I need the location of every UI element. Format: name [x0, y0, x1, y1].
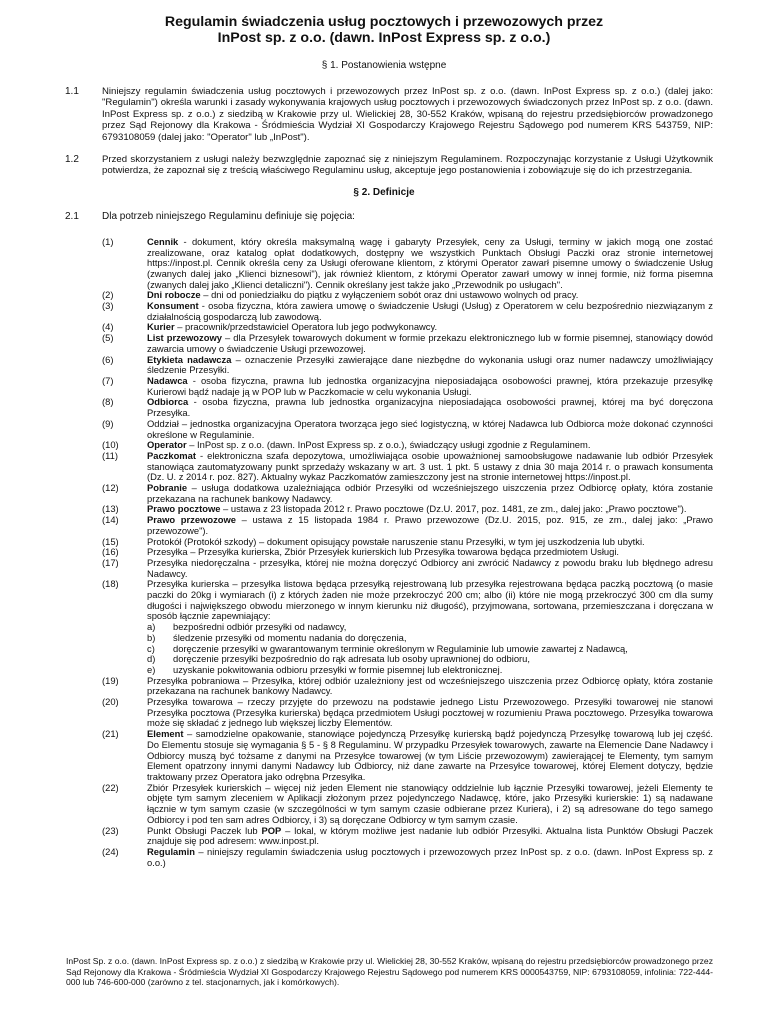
definition-number: (14)	[102, 514, 119, 526]
definition-item	[102, 556, 713, 579]
definitions-list	[102, 235, 713, 868]
title-line-2: InPost sp. z o.o. (dawn. InPost Express sp. z o.o.)	[217, 30, 551, 46]
definition-text: Przesyłka – Przesyłka kurierska, Zbiór Przesyłek kurierskich lub Przesyłka towarowa będąca przedmiotem Usługi.	[147, 546, 620, 558]
definition-term: List przewozowy	[147, 332, 222, 344]
definition-term: Odbiorca	[147, 396, 189, 408]
definition-term: POP	[261, 824, 282, 836]
document-title	[60, 14, 708, 46]
title-line-1: Regulamin świadczenia usług pocztowych i przewozowych przez	[164, 14, 604, 30]
definition-text: Przesyłka towarowa – rzeczy przyjęte do przewozu na podstawie jednego Listu Przewozowego. Przesyłki towarowej nie stanowi Przesyłka pocztowa (Przesyłka kurierska) będąca przedmiotem Usługi pocztowej w rozumieniu Prawa pocztowego. Przesyłka towarowa może się składać z jednego lub większej liczby Elementów.	[147, 696, 713, 729]
definition-number: (15)	[102, 535, 119, 547]
definition-number: (11)	[102, 449, 118, 461]
definition-text: Zbiór Przesyłek kurierskich – więcej niż jeden Element nie stanowiący oddzielnie lub łącznie Przesyłki towarowej, jeżeli Elementy te objęte tym samym zleceniem w Aplikacji złożonym przez pojedynczego Nadawcę, które, jako Przesyłki kurierskie: 1) są nadawane łącznie w tym samym czasie (w szczególności w tym samym czasie odbierane przez Kuriera), i 2) są adresowane do tego samego Odbiorcy i pod ten sam adres Odbiorcy, i 3) są doręczane Odbiorcy w tym samym czasie.	[147, 781, 713, 825]
subitem-text: doręczenie przesyłki w gwarantowanym terminie określonym w Regulaminie lub umowie zawartej z Nadawcą,	[173, 642, 628, 654]
definition-number: (6)	[102, 353, 114, 365]
page-footer: InPost Sp. z o.o. (dawn. InPost Express sp. z o.o.) z siedzibą w Krakowie przy ul. Wielickiej 28, 30-552 Kraków, wpisaną do rejestru przedsiębiorców prowadzonego przez Sąd Rejonowy dla Krakowa - Śródmieścia Wydział XI Gospodarczy Krajowego Rejestru Sądowego pod numerem KRS 0000543759, NIP: 6793108059, infolinia: 722-444-000 lub 746-600-000 (zarówno z tel. stacjonarnych, jak i komórkowych).	[66, 956, 713, 988]
definition-number: (9)	[102, 417, 114, 429]
definition-text: – lokal, w którym możliwe jest nadanie lub odbiór Przesyłki. Aktualna lista Punktów Obsługi Paczek znajduje się pod adresem: www.inpost.pl.	[147, 824, 713, 847]
definition-item	[102, 353, 713, 376]
definition-term: Operator	[147, 439, 187, 451]
definition-text: Przesyłka pobraniowa – Przesyłka, której odbiór uzależniony jest od wcześniejszego uiszczenia przez Odbiorcę opłaty, która zostanie przekazana na rachunek bankowy Nadawcy.	[147, 674, 713, 697]
definition-item	[102, 578, 713, 622]
paragraph-text: Dla potrzeb niniejszego Regulaminu definiuje się pojęcia:	[102, 210, 355, 222]
definition-item	[102, 374, 713, 397]
subitem-text: uzyskanie pokwitowania odbioru przesyłki w formie pisemnej lub elektronicznej.	[173, 663, 503, 675]
definition-text: Przesyłka kurierska – przesyłka listowa będąca przesyłką rejestrowaną lub przesyłka rejestrowana będąca paczką pocztową (o masie paczki do 20kg i wymiarach (i) z których żaden nie może przekroczyć 200 cm; albo (ii) które nie mogą przekroczyć 300 cm dla sumy długości i największego obwodu mierzonego w innym kierunku niż długość), przyjmowana, sortowana, przemieszczana i doręczana w sposób łącznie zapewniający:	[147, 578, 713, 622]
definition-number: (4)	[102, 321, 114, 333]
definition-item	[102, 396, 713, 419]
definition-text: - osoba fizyczna, prawna lub jednostka organizacyjna nieposiadająca osobowości prawnej, której ma być doręczona Przesyłka.	[147, 396, 713, 419]
paragraph-number: 1.2	[65, 154, 79, 166]
section-2-heading: § 2. Definicje	[353, 186, 415, 198]
subitem-text: śledzenie przesyłki od momentu nadania do doręczenia,	[173, 631, 407, 643]
subitem-letter: b)	[147, 631, 156, 643]
definition-term: Konsument	[147, 300, 199, 312]
definition-prefix: Punkt Obsługi Paczek lub	[147, 824, 262, 836]
subitem-letter: e)	[147, 663, 156, 675]
definition-item	[102, 674, 713, 697]
subitem-letter: d)	[147, 653, 156, 665]
definition-term: Regulamin	[147, 845, 195, 857]
definition-number: (17)	[102, 556, 119, 568]
definition-term: Element	[147, 728, 184, 740]
definition-number: (5)	[102, 332, 114, 344]
definition-text: Przesyłka niedoręczalna - przesyłka, której nie można doręczyć Odbiorcy ani zwrócić Nadawcy z powodu braku lub błędnego adresu Nadawcy.	[147, 556, 713, 579]
definition-number: (23)	[102, 824, 119, 836]
definition-text: Protokół (Protokół szkody) – dokument opisujący powstałe naruszenie stanu Przesyłki, w tym jej uszkodzenia lub ubytki.	[147, 535, 645, 547]
definition-text: – oznaczenie Przesyłki zawierające dane niezbędne do wykonania usługi oraz numer nadawczy umożliwiający śledzenie Przesyłki.	[147, 353, 713, 376]
definition-item	[102, 845, 713, 868]
definition-term: Pobranie	[147, 482, 188, 494]
definition-number: (13)	[102, 503, 119, 515]
definition-number: (7)	[102, 374, 114, 386]
definition-text: – InPost sp. z o.o. (dawn. InPost Express sp. z o.o.), świadczący usługi zgodnie z Regulaminem.	[186, 439, 591, 451]
definition-text: - osoba fizyczna, prawna lub jednostka organizacyjna nieposiadająca osobowości prawnej, która przekazuje przesyłkę Kurierowi bądź nadaje ją w POP lub w Paczkomacie w celu wykonania Usługi.	[147, 374, 713, 397]
definition-number: (12)	[102, 482, 119, 494]
paragraph-2-1	[65, 210, 713, 223]
definition-item	[102, 235, 713, 291]
paragraph-text: Niniejszy regulamin świadczenia usług pocztowych i przewozowych przez InPost sp. z o.o. (dawn. InPost Express sp. z o.o.) (dalej jako: "Regulamin") określa warunki i zasady wykonywania krajowych usług pocztowych i przewozowych świadczonych przez InPost sp. z o.o. (dawn. InPost Express sp. z o.o.) z siedzibą w Krakowie przy ul. Wielickiej 28, 30-552 Kraków, wpisaną do rejestru przedsiębiorców prowadzonego przez Sąd Rejonowy dla Krakowa - Śródmieścia Wydział XI Gospodarczy Krajowego Rejestru Sądowego pod numerem KRS 543759, NIP: 6793108059 (dalej jako: "Operator" lub „InPost").	[102, 86, 713, 143]
paragraph-1-2	[65, 154, 713, 177]
definition-text: – dla Przesyłek towarowych dokument w formie przekazu elektronicznego lub w formie pisemnej, stanowiący dowód zawarcia umowy o świadczenie Usługi przewozowej.	[147, 332, 713, 354]
definition-number: (24)	[102, 845, 119, 857]
definition-number: (3)	[102, 300, 114, 312]
definition-term: Cennik	[147, 235, 179, 247]
definition-item	[102, 728, 713, 783]
paragraph-1-1	[65, 86, 713, 143]
definition-text: – ustawa z 23 listopada 2012 r. Prawo pocztowe (Dz.U. 2017, poz. 1481, ze zm., dalej jako: „Prawo pocztowe").	[220, 503, 687, 515]
definition-term: Kurier	[147, 321, 175, 333]
paragraph-number: 2.1	[65, 210, 79, 222]
definition-number: (1)	[102, 235, 114, 247]
definition-text: – pracownik/przedstawiciel Operatora lub jego podwykonawcy.	[174, 321, 438, 333]
subitem-letter: a)	[147, 621, 156, 633]
definition-item	[102, 449, 713, 483]
definition-text: – usługa dodatkowa uzależniająca odbiór Przesyłki od wcześniejszego uiszczenia przez Odbiorcę opłaty, która zostanie przekazana na rachunek bankowy Nadawcy.	[147, 482, 713, 504]
definition-text: – niniejszy regulamin świadczenia usług pocztowych i przewozowych przez InPost sp. z o.o. (dawn. InPost Express sp. z o.o.)	[147, 845, 713, 868]
definition-term: Etykieta nadawcza	[147, 353, 232, 365]
section-1-heading: § 1. Postanowienia wstępne	[321, 60, 447, 71]
paragraph-text: Przed skorzystaniem z usługi należy bezwzględnie zapoznać się z niniejszym Regulaminem. Rozpoczynając korzystanie z Usługi Użytkownik potwierdza, że zapoznał się z treścią właściwego Regulaminu usług, akceptuje jego postanowienia i zobowiązuje się do ich przestrzegania.	[102, 154, 713, 177]
definition-item	[102, 696, 713, 729]
definition-text: – dni od poniedziałku do piątku z wyłączeniem sobót oraz dni ustawowo wolnych od pracy.	[200, 289, 579, 301]
definition-number: (8)	[102, 396, 114, 408]
definition-item	[102, 332, 713, 354]
definition-item	[102, 824, 713, 847]
definition-number: (16)	[102, 546, 119, 558]
definition-number: (20)	[102, 696, 119, 708]
definition-text: – ustawa z 15 listopada 1984 r. Prawo przewozowe (Dz.U. 2015, poz. 915, ze zm., dalej jako: „Prawo przewozowe").	[147, 514, 713, 536]
definition-text: - osoba fizyczna, która zawiera umowę o świadczenie Usługi (Usług) z Operatorem w celu bezpośrednio niezwiązanym z działalnością gospodarczą lub zawodową.	[147, 300, 713, 322]
definition-number: (22)	[102, 781, 119, 793]
definition-item	[102, 300, 713, 322]
definition-term: Prawo przewozowe	[147, 514, 237, 526]
subitem-text: doręczenie przesyłki bezpośrednio do rąk adresata lub osoby uprawnionej do odbioru,	[173, 653, 530, 665]
definition-term: Paczkomat	[147, 449, 196, 461]
definition-number: (21)	[102, 728, 119, 740]
definition-text: - elektroniczna szafa depozytowa, umożliwiająca osobie upoważnionej samoobsługowe nadawanie lub odbiór Przesyłek stanowiąca zautomatyzowany punkt sprzedaży wskazany w art. 3 ust. 1 pkt. 5 ustawy z dnia 30 maja 2014 r. o prawach konsumenta (Dz. U. z 2014 r. poz. 827). Aktualny wykaz Paczkomatów zamieszczony jest na stronie internetowej https://inpost.pl.	[147, 449, 713, 483]
definition-term: Prawo pocztowe	[147, 503, 221, 515]
subitem-text: bezpośredni odbiór przesyłki od nadawcy,	[173, 621, 347, 633]
definition-term: Nadawca	[147, 374, 188, 386]
subitem-letter: c)	[147, 642, 155, 654]
definition-item	[102, 781, 713, 826]
definition-number: (19)	[102, 674, 119, 686]
definition-number: (2)	[102, 289, 114, 301]
definition-number: (18)	[102, 578, 119, 590]
paragraph-number: 1.1	[65, 86, 79, 97]
definition-item	[102, 514, 713, 536]
definition-text: - dokument, który określa maksymalną wagę i gabaryty Przesyłek, ceny za Usługi, terminy w jakich mogą one zostać zrealizowane, oraz katalog opłat dodatkowych, dostępny we wszystkich Punktach Obsługi Paczki oraz stronie internetowej https://inpost.pl. Cennik określa ceny za Usługi oferowane klientom, z którymi Operator zawarł pisemne umowy o świadczenie Usług (zwanych dalej jako „Klienci biznesowi"), jak również klientom, z którymi Operator zawarł umowy w innej formie, niż forma pisemna (zwanych dalej jako „Klienci detaliczni"). Cennik określany jest także jako „Przewodnik po usługach".	[147, 235, 713, 290]
definition-text: – samodzielne opakowanie, stanowiące pojedynczą Przesyłkę kurierską bądź pojedynczą Przesyłkę towarową lub jej część. Do Elementu stosuje się wymagania § 5 - § 8 Regulaminu. W przypadku Przesyłek towarowych, zawarte na Elemencie Dane Nadawcy i Odbiorcy muszą być tożsame z danymi na Przesyłce towarowej (w tym Liście przewozowym) zawierającej te Elementy, tym samym Element opatrzony innymi danymi Nadawcy lub Odbiorcy, niż dane zawarte na Przesyłce towarowej, której Element dotyczy, będzie traktowany przez Operatora jako odrębna Przesyłka.	[147, 728, 713, 782]
definition-item	[102, 417, 713, 440]
definition-number: (10)	[102, 439, 119, 451]
definition-text: Oddział – jednostka organizacyjna Operatora tworząca jego sieć logistyczną, w której Nadawca lub Odbiorca może dokonać czynności określone w Regulaminie.	[147, 417, 713, 440]
definition-term: Dni robocze	[147, 289, 201, 301]
definition-item	[102, 482, 713, 504]
